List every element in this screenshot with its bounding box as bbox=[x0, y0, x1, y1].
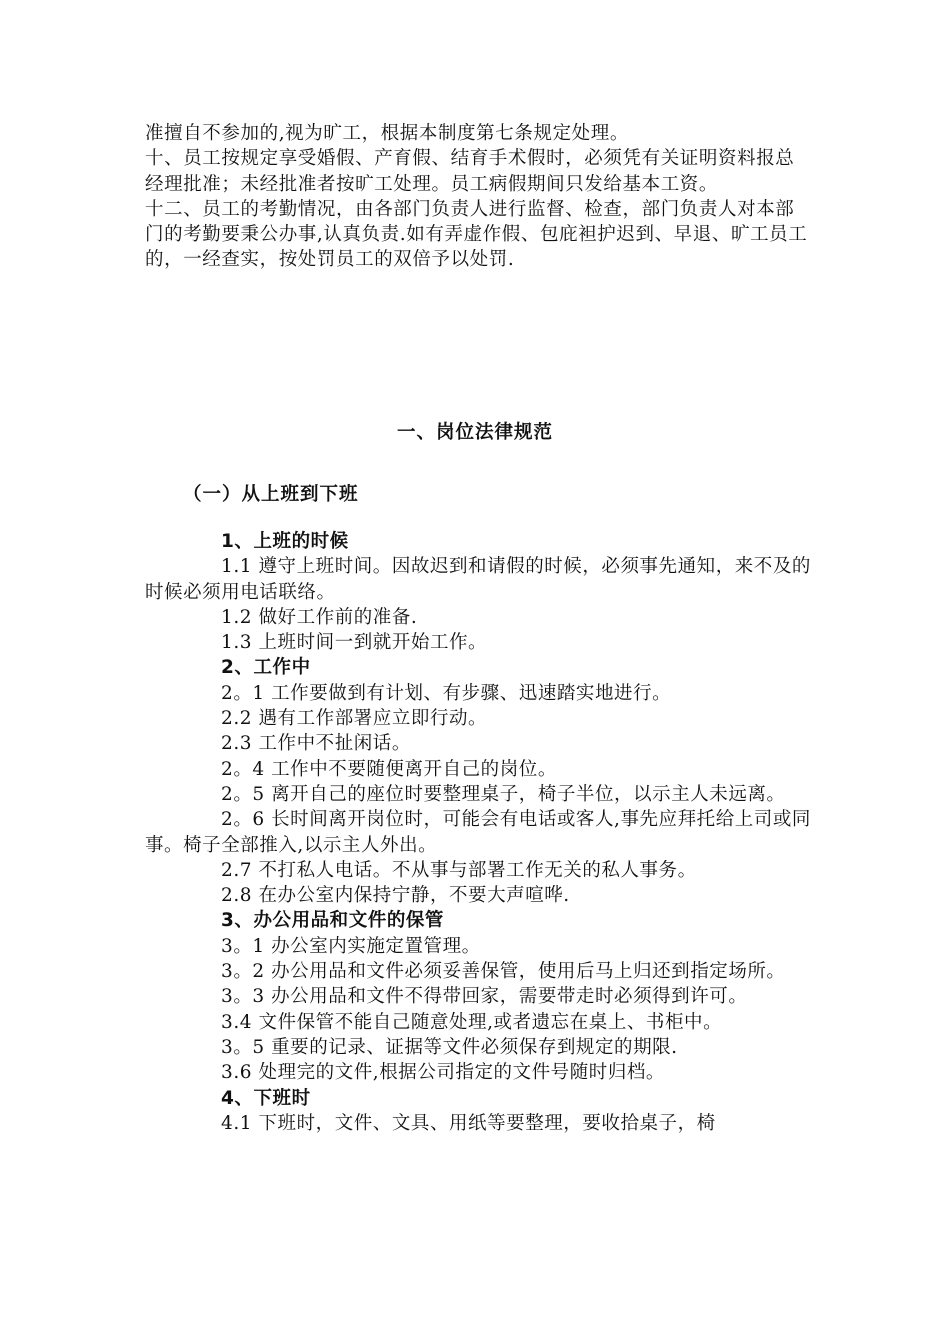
item-3-5: 3。5 重要的记录、证据等文件必须保存到规定的期限. bbox=[221, 1036, 678, 1058]
item-2-8: 2.8 在办公室内保持宁静，不要大声喧哗. bbox=[221, 885, 570, 907]
item-3-1: 3。1 办公室内实施定置管理。 bbox=[221, 935, 481, 957]
item-2-7: 2.7 不打私人电话。不从事与部署工作无关的私人事务。 bbox=[221, 859, 697, 881]
item-1-2: 1.2 做好工作前的准备. bbox=[221, 606, 418, 628]
item-2-5: 2。5 离开自己的座位时要整理桌子，椅子半位，以示主人未远离。 bbox=[221, 783, 786, 805]
intro-line-10: 十、员工按规定享受婚假、产育假、结育手术假时，必须凭有关证明资料报总经理批准；未经批准者按旷工处理。员工病假期间只发给基本工资。 bbox=[145, 148, 795, 195]
item-2-4: 2。4 工作中不要随便离开自己的岗位。 bbox=[221, 758, 557, 780]
item-1-1: 1.1 遵守上班时间。因故迟到和请假的时候，必须事先通知，来不及的时候必须用电话联络。 bbox=[145, 556, 811, 603]
item-2-6: 2。6 长时间离开岗位时，可能会有电话或客人,事先应拜托给上司或同事。椅子全部推入,以示主人外出。 bbox=[145, 809, 811, 856]
section-heading-3: 3、办公用品和文件的保管 bbox=[221, 910, 444, 932]
item-4-1: 4.1 下班时，文件、文具、用纸等要整理，要收拾桌子，椅 bbox=[221, 1112, 716, 1134]
section-heading-1: 1、上班的时候 bbox=[221, 531, 349, 552]
intro-line-1: 准擅自不参加的,视为旷工，根据本制度第七条规定处理。 bbox=[145, 123, 629, 144]
item-3-4: 3.4 文件保管不能自己随意处理,或者遗忘在桌上、书柜中。 bbox=[221, 1011, 723, 1033]
item-3-3: 3。3 办公用品和文件不得带回家，需要带走时必须得到许可。 bbox=[221, 986, 748, 1008]
item-2-3: 2.3 工作中不扯闲话。 bbox=[221, 733, 411, 755]
sub-heading: （一）从上班到下班 bbox=[183, 484, 359, 505]
section-heading-4: 4、下班时 bbox=[221, 1087, 311, 1109]
item-2-1: 2。1 工作要做到有计划、有步骤、迅速踏实地进行。 bbox=[221, 682, 672, 704]
section-heading-2: 2、工作中 bbox=[221, 657, 311, 679]
item-2-2: 2.2 遇有工作部署应立即行动。 bbox=[221, 708, 488, 730]
item-3-6: 3.6 处理完的文件,根据公司指定的文件号随时归档。 bbox=[221, 1062, 665, 1084]
intro-line-12: 十二、员工的考勤情况，由各部门负责人进行监督、检查，部门负责人对本部门的考勤要秉公办事,认真负责.如有弄虚作假、包庇袒护迟到、早退、旷工员工的，一经查实，按处罚员工的双倍予以处罚. bbox=[145, 198, 808, 271]
item-1-3: 1.3 上班时间一到就开始工作。 bbox=[221, 632, 488, 654]
main-heading: 一、岗位法律规范 bbox=[396, 422, 553, 443]
item-3-2: 3。2 办公用品和文件必须妥善保管，使用后马上归还到指定场所。 bbox=[221, 961, 786, 983]
content-section bbox=[145, 529, 817, 1136]
intro-text bbox=[145, 121, 813, 273]
